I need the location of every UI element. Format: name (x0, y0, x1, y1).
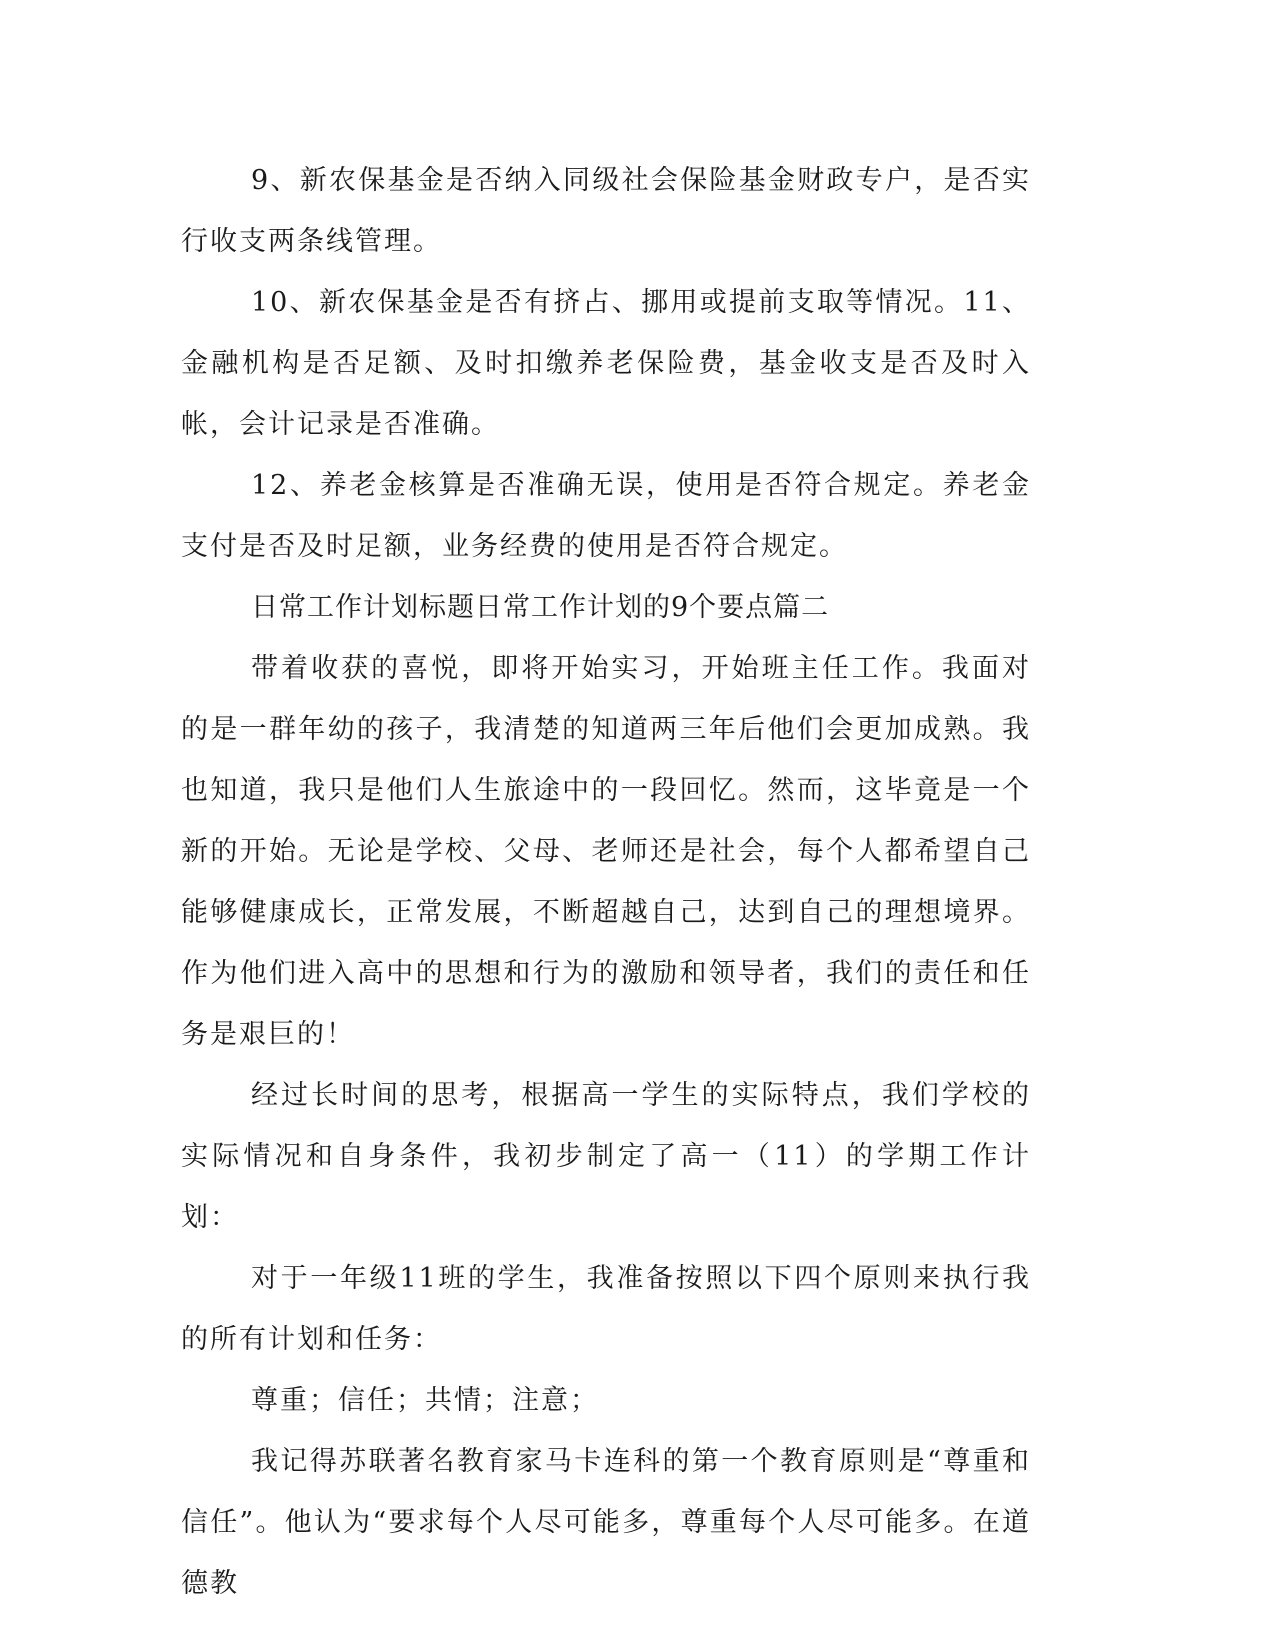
paragraph-item-10-11: 10、新农保基金是否有挤占、挪用或提前支取等情况。11、金融机构是否足额、及时扣缴养老保险费，基金收支是否及时入帐，会计记录是否准确。 (181, 287, 1031, 440)
paragraph-intro: 带着收获的喜悦，即将开始实习，开始班主任工作。我面对的是一群年幼的孩子，我清楚的知道两三年后他们会更加成熟。我也知道，我只是他们人生旅途中的一段回忆。然而，这毕竟是一个新的开始。无论是学校、父母、老师还是社会，每个人都希望自己能够健康成长，正常发展，不断超越自己，达到自己的理想境界。作为他们进入高中的思想和行为的激励和领导者，我们的责任和任务是艰巨的！ (181, 653, 1031, 1050)
paragraph-makarenko: 我记得苏联著名教育家马卡连科的第一个教育原则是“尊重和信任”。他认为“要求每个人尽可能多，尊重每个人尽可能多。在道德教 (181, 1446, 1031, 1599)
document-body (181, 150, 1031, 1614)
paragraph-plan: 经过长时间的思考，根据高一学生的实际特点，我们学校的实际情况和自身条件，我初步制定了高一（11）的学期工作计划： (181, 1080, 1031, 1233)
paragraph-principles: 对于一年级11班的学生，我准备按照以下四个原则来执行我的所有计划和任务： (181, 1263, 1031, 1355)
paragraph-principle-list: 尊重；信任；共情；注意； (251, 1385, 599, 1416)
section-heading: 日常工作计划标题日常工作计划的9个要点篇二 (251, 592, 830, 623)
paragraph-item-12: 12、养老金核算是否准确无误，使用是否符合规定。养老金支付是否及时足额，业务经费的使用是否符合规定。 (181, 470, 1031, 562)
paragraph-item-9: 9、新农保基金是否纳入同级社会保险基金财政专户，是否实行收支两条线管理。 (181, 165, 1031, 257)
